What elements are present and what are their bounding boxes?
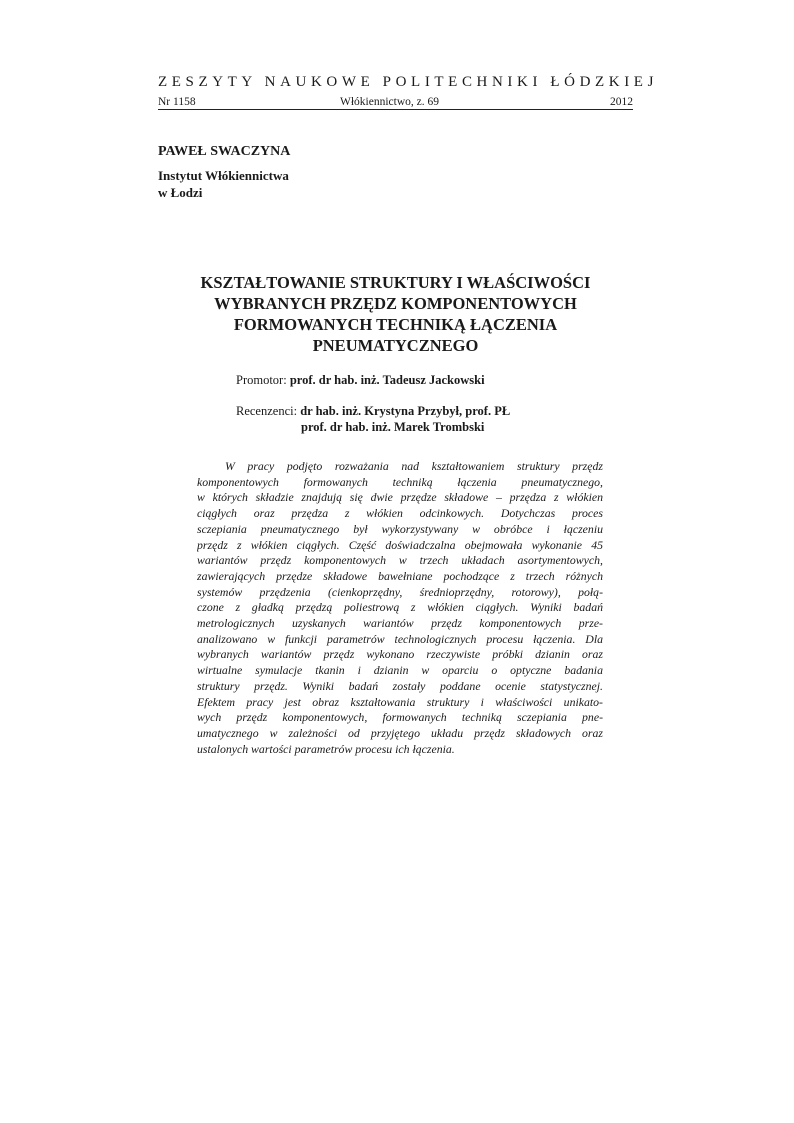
- abstract-line: ciągłych oraz przędza z włókien odcinkowych. Dotychczas proces: [197, 506, 603, 521]
- issue-year: 2012: [610, 96, 633, 108]
- title-line: KSZTAŁTOWANIE STRUKTURY I WŁAŚCIWOŚCI: [200, 273, 591, 292]
- abstract-line: sczepiania pneumatycznego był wykorzystywany w obróbce i łączeniu: [197, 521, 603, 536]
- issue-series: Włókiennictwo, z. 69: [340, 96, 440, 108]
- abstract-line: komponentowych formowanych techniką łączenia pneumatycznego,: [197, 474, 603, 489]
- abstract-line: metrologicznych uzyskanych wariantów przędz komponentowych prze-: [197, 616, 603, 631]
- promotor-name: prof. dr hab. inż. Tadeusz Jackowski: [289, 373, 485, 387]
- abstract-line: w których składzie znajdują się dwie przędze składowe – przędza z włókien: [197, 490, 603, 505]
- promotor-label: Promotor:: [236, 373, 287, 387]
- abstract-line: wirtualne symulacje tkanin i dzianin w oparciu o optyczne badania: [197, 663, 603, 678]
- author-affiliation: [158, 167, 289, 201]
- affiliation-line: w Łodzi: [158, 185, 203, 200]
- abstract-line: wybranych wariantów przędz wykonano rzeczywiste próbki dzianin oraz: [197, 647, 603, 662]
- reviewer-name: dr hab. inż. Krystyna Przybył, prof. PŁ: [300, 404, 511, 418]
- abstract-line: systemów przędzenia (cienkoprzędny, średnioprzędny, rotorowy), połą-: [197, 584, 603, 599]
- title-line: PNEUMATYCZNEGO: [312, 336, 479, 355]
- title-line: FORMOWANYCH TECHNIKĄ ŁĄCZENIA: [233, 315, 558, 334]
- abstract-line: umatycznego w zależności od przyjętego układu przędz składowych oraz: [197, 725, 603, 740]
- reviewers: [236, 403, 510, 435]
- author-name: PAWEŁ SWACZYNA: [158, 144, 291, 159]
- paper-title: [158, 272, 633, 356]
- abstract-line: ustalonych wartości parametrów procesu ich łączenia.: [197, 741, 455, 756]
- issue-line: [158, 95, 633, 110]
- title-line: WYBRANYCH PRZĘDZ KOMPONENTOWYCH: [214, 294, 577, 313]
- abstract-line: wariantów przędz komponentowych w trzech układach asortymentowych,: [197, 553, 603, 568]
- abstract: [197, 459, 603, 757]
- issue-number: Nr 1158: [158, 96, 196, 108]
- abstract-line: czone z gładką przędzą poliestrową z włókien ciągłych. Wyniki badań: [197, 600, 603, 615]
- abstract-line: struktury przędz. Wyniki badań zostały poddane ocenie statystycznej.: [197, 678, 603, 693]
- reviewers-label: Recenzenci:: [236, 404, 298, 418]
- abstract-line: W pracy podjęto rozważania nad kształtowaniem struktury przędz: [225, 459, 603, 473]
- abstract-line: analizowano w funkcji parametrów technologicznych procesu łączenia. Dla: [197, 631, 603, 646]
- abstract-line: wych przędz komponentowych, formowanych techniką sczepiania pne-: [197, 710, 603, 725]
- abstract-line: zawierających przędze składowe bawełniane pochodzące z trzech różnych: [197, 568, 603, 583]
- reviewer-name: prof. dr hab. inż. Marek Trombski: [301, 420, 485, 434]
- abstract-line: przędz z włókien ciągłych. Część doświadczalna obejmowała wykonanie 45: [197, 537, 603, 552]
- abstract-line: Efektem pracy jest obraz kształtowania struktury i właściwości unikato-: [197, 694, 603, 709]
- affiliation-line: Instytut Włókiennictwa: [158, 168, 289, 183]
- promotor: [236, 372, 485, 388]
- journal-title: ZESZYTY NAUKOWE POLITECHNIKI ŁÓDZKIEJ: [158, 74, 659, 90]
